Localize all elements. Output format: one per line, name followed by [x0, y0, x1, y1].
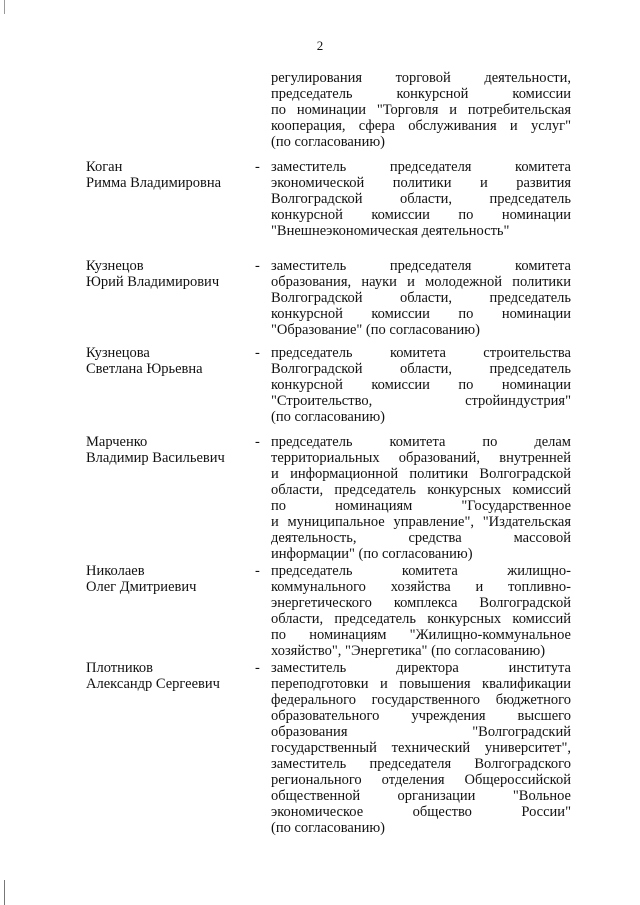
scan-edge-mark-top: [4, 0, 5, 14]
position-line: заместитель председателя комитета: [271, 159, 571, 175]
position-line: заместитель директора института: [271, 660, 571, 676]
position-line: конкурсной комиссии по номинации: [271, 207, 571, 223]
position-line: образования, науки и молодежной политики: [271, 274, 571, 290]
position-line: "Внешнеэкономическая деятельность": [271, 223, 510, 239]
member-name: [86, 159, 256, 191]
member-given-names: Олег Дмитриевич: [86, 579, 197, 595]
member-surname: Плотников: [86, 660, 154, 676]
page-number: 2: [316, 38, 324, 53]
member-name: [86, 345, 256, 377]
position-line: коммунального хозяйства и топливно-: [271, 579, 571, 595]
list-dash: -: [255, 434, 260, 450]
member-position: [271, 258, 571, 338]
member-surname: Кузнецова: [86, 345, 150, 361]
position-line: федерального государственного бюджетного: [271, 692, 571, 708]
position-line: "Образование" (по согласованию): [271, 322, 480, 338]
member-given-names: Светлана Юрьевна: [86, 361, 203, 377]
position-line: энергетического комплекса Волгоградской: [271, 595, 571, 611]
position-line: заместитель председателя Волгоградского: [271, 756, 571, 772]
list-dash: -: [255, 258, 260, 274]
position-line: кооперация, сфера обслуживания и услуг": [271, 118, 571, 134]
position-line: председатель конкурсной комиссии: [271, 86, 571, 102]
position-line: информации" (по согласованию): [271, 546, 473, 562]
position-line: государственный технический университет",: [271, 740, 571, 756]
position-line: переподготовки и повышения квалификации: [271, 676, 571, 692]
position-line: и информационной политики Волгоградской: [271, 466, 571, 482]
member-position: [271, 159, 571, 239]
position-line: и муниципальное управление", "Издательская: [271, 514, 571, 530]
position-line: (по согласованию): [271, 820, 385, 836]
position-line: конкурсной комиссии по номинации: [271, 306, 571, 322]
member-given-names: Римма Владимировна: [86, 175, 222, 191]
position-line: "Строительство, стройиндустрия": [271, 393, 571, 409]
position-line: области, председатель конкурсных комиссий: [271, 611, 571, 627]
position-line: заместитель председателя комитета: [271, 258, 571, 274]
member-position: [271, 660, 571, 836]
member-surname: Кузнецов: [86, 258, 144, 274]
position-line: области, председатель конкурсных комиссий: [271, 482, 571, 498]
position-line: экономическое общество России": [271, 804, 571, 820]
position-line: регулирования торговой деятельности,: [271, 70, 571, 86]
position-line: регионального отделения Общероссийской: [271, 772, 571, 788]
position-line: (по согласованию): [271, 409, 385, 425]
position-line: по номинациям "Жилищно-коммунальное: [271, 627, 571, 643]
member-given-names: Владимир Васильевич: [86, 450, 225, 466]
position-line: экономической политики и развития: [271, 175, 571, 191]
member-name: [86, 563, 256, 595]
position-line: конкурсной комиссии по номинации: [271, 377, 571, 393]
position-line: хозяйство", "Энергетика" (по согласованию): [271, 643, 546, 659]
position-line: общественной организации "Вольное: [271, 788, 571, 804]
position-line: образования "Волгоградский: [271, 724, 571, 740]
list-dash: -: [255, 563, 260, 579]
member-position: [271, 563, 571, 659]
member-name: [86, 434, 256, 466]
member-position: [271, 70, 571, 150]
member-surname: Марченко: [86, 434, 148, 450]
position-line: Волгоградской области, председатель: [271, 290, 571, 306]
member-surname: Коган: [86, 159, 123, 175]
position-line: Волгоградской области, председатель: [271, 361, 571, 377]
position-line: деятельность, средства массовой: [271, 530, 571, 546]
list-dash: -: [255, 159, 260, 175]
member-given-names: Юрий Владимирович: [86, 274, 220, 290]
position-line: по номинациям "Государственное: [271, 498, 571, 514]
member-given-names: Александр Сергеевич: [86, 676, 220, 692]
member-position: [271, 345, 571, 425]
member-position: [271, 434, 571, 562]
position-line: председатель комитета строительства: [271, 345, 571, 361]
position-line: председатель комитета по делам: [271, 434, 571, 450]
list-dash: -: [255, 660, 260, 676]
member-name: [86, 660, 256, 692]
scan-edge-mark: [4, 880, 5, 905]
position-line: Волгоградской области, председатель: [271, 191, 571, 207]
list-dash: -: [255, 345, 260, 361]
member-surname: Николаев: [86, 563, 145, 579]
member-name: [86, 258, 256, 290]
position-line: территориальных образований, внутренней: [271, 450, 571, 466]
position-line: (по согласованию): [271, 134, 385, 150]
position-line: председатель комитета жилищно-: [271, 563, 571, 579]
position-line: образовательного учреждения высшего: [271, 708, 571, 724]
position-line: по номинации "Торговля и потребительская: [271, 102, 571, 118]
